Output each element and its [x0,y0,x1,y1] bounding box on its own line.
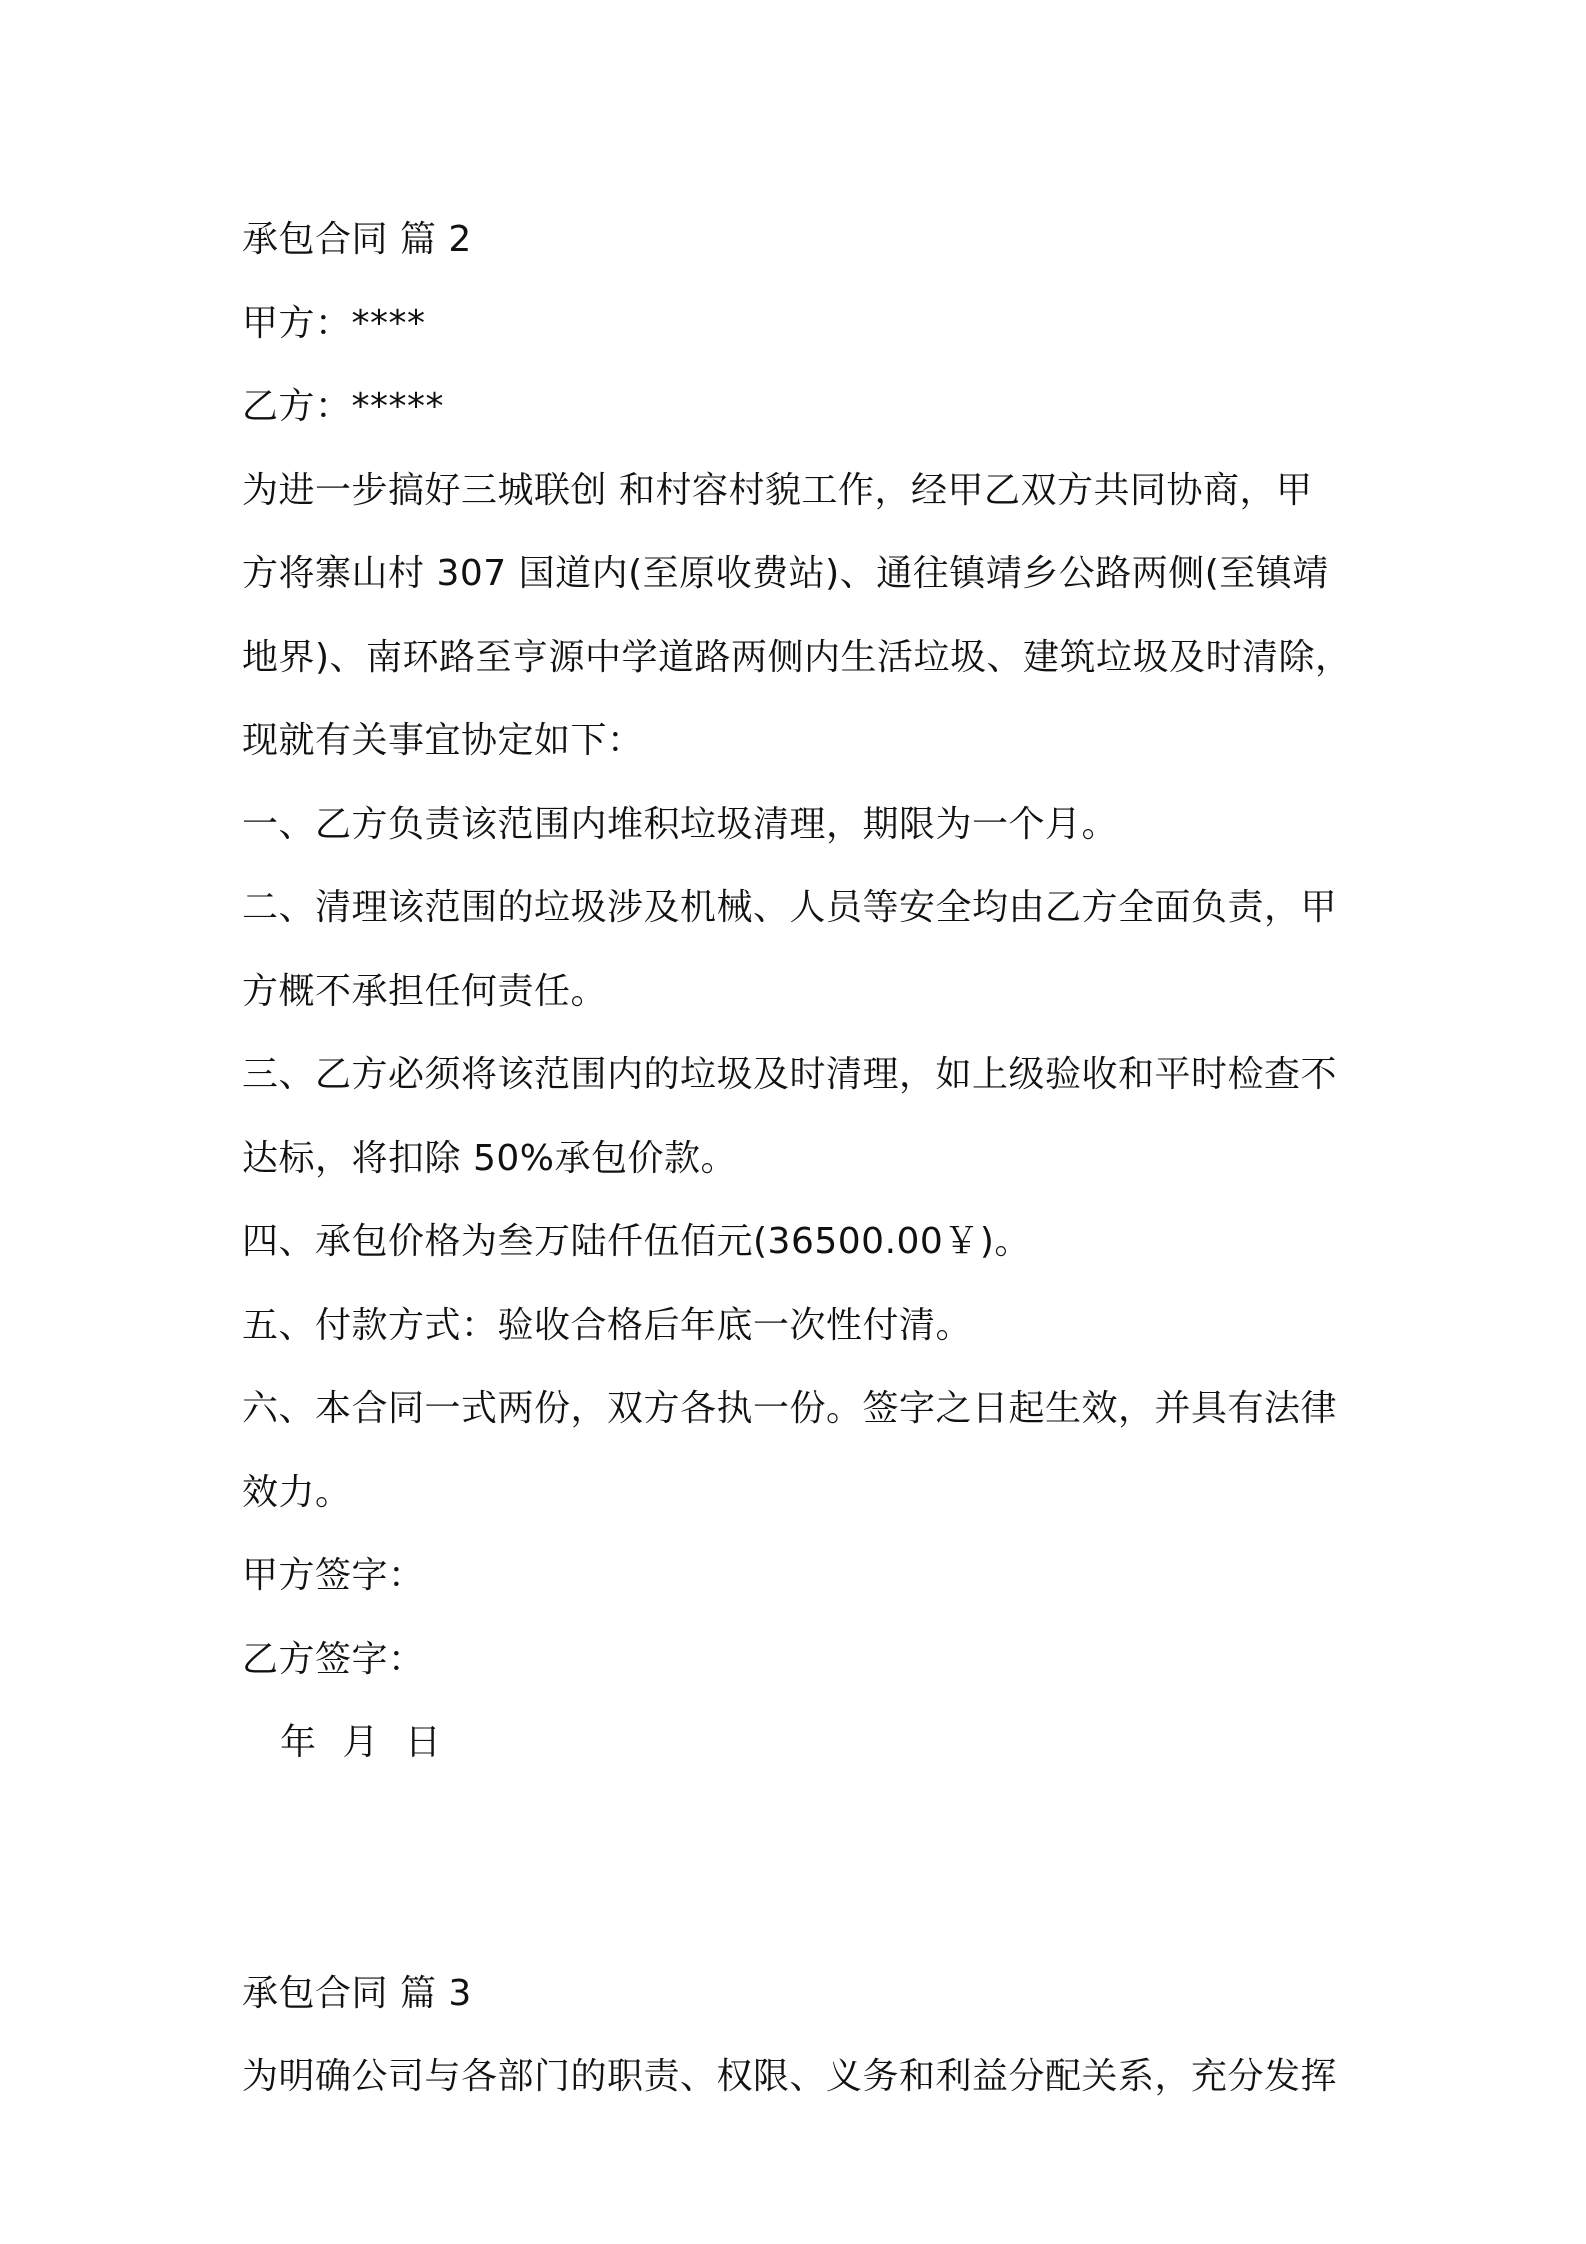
intro-line-4: 现就有关事宜协定如下： [242,720,644,761]
clause-3-line-2: 达标，将扣除 50%承包价款。 [242,1137,737,1179]
clause-6-line-2: 效力。 [242,1471,352,1513]
intro-line-1: 为进一步搞好三城联创 和村容村貌工作，经甲乙双方共同协商，甲 [242,469,1313,511]
clause-2-line-1: 二、清理该范围的垃圾涉及机械、人员等安全均由乙方全面负责，甲 [242,887,1338,928]
section-3-intro-line-1: 为明确公司与各部门的职责、权限、义务和利益分配关系，充分发挥 [242,2056,1338,2097]
clause-5: 五、付款方式：验收合格后年底一次性付清。 [242,1304,973,1346]
party-a-signature: 甲方签字： [242,1555,425,1596]
section-3-title: 承包合同 篇 3 [242,1972,472,2014]
intro-line-2: 方将寨山村 307 国道内(至原收费站)、通往镇靖乡公路两侧(至镇靖 [242,553,1329,594]
document-body [242,198,1354,2119]
clause-6-line-1: 六、本合同一式两份，双方各执一份。签字之日起生效，并具有法律 [242,1388,1338,1429]
clause-1: 一、乙方负责该范围内堆积垃圾清理，期限为一个月。 [242,803,1119,845]
signature-date: 年 月 日 [280,1722,442,1763]
section-2-title: 承包合同 篇 2 [242,219,472,260]
section-spacer [242,1785,1354,1952]
intro-line-3: 地界)、南环路至亨源中学道路两侧内生活垃圾、建筑垃圾及时清除， [242,636,1352,678]
party-b: 乙方：***** [242,386,445,427]
party-a: 甲方：**** [242,302,426,344]
clause-4: 四、承包价格为叁万陆仟伍佰元(36500.00￥)。 [242,1221,1031,1262]
clause-2-line-2: 方概不承担任何责任。 [242,970,608,1012]
party-b-signature: 乙方签字： [242,1638,425,1680]
clause-3-line-1: 三、乙方必须将该范围内的垃圾及时清理，如上级验收和平时检查不 [242,1054,1338,1095]
